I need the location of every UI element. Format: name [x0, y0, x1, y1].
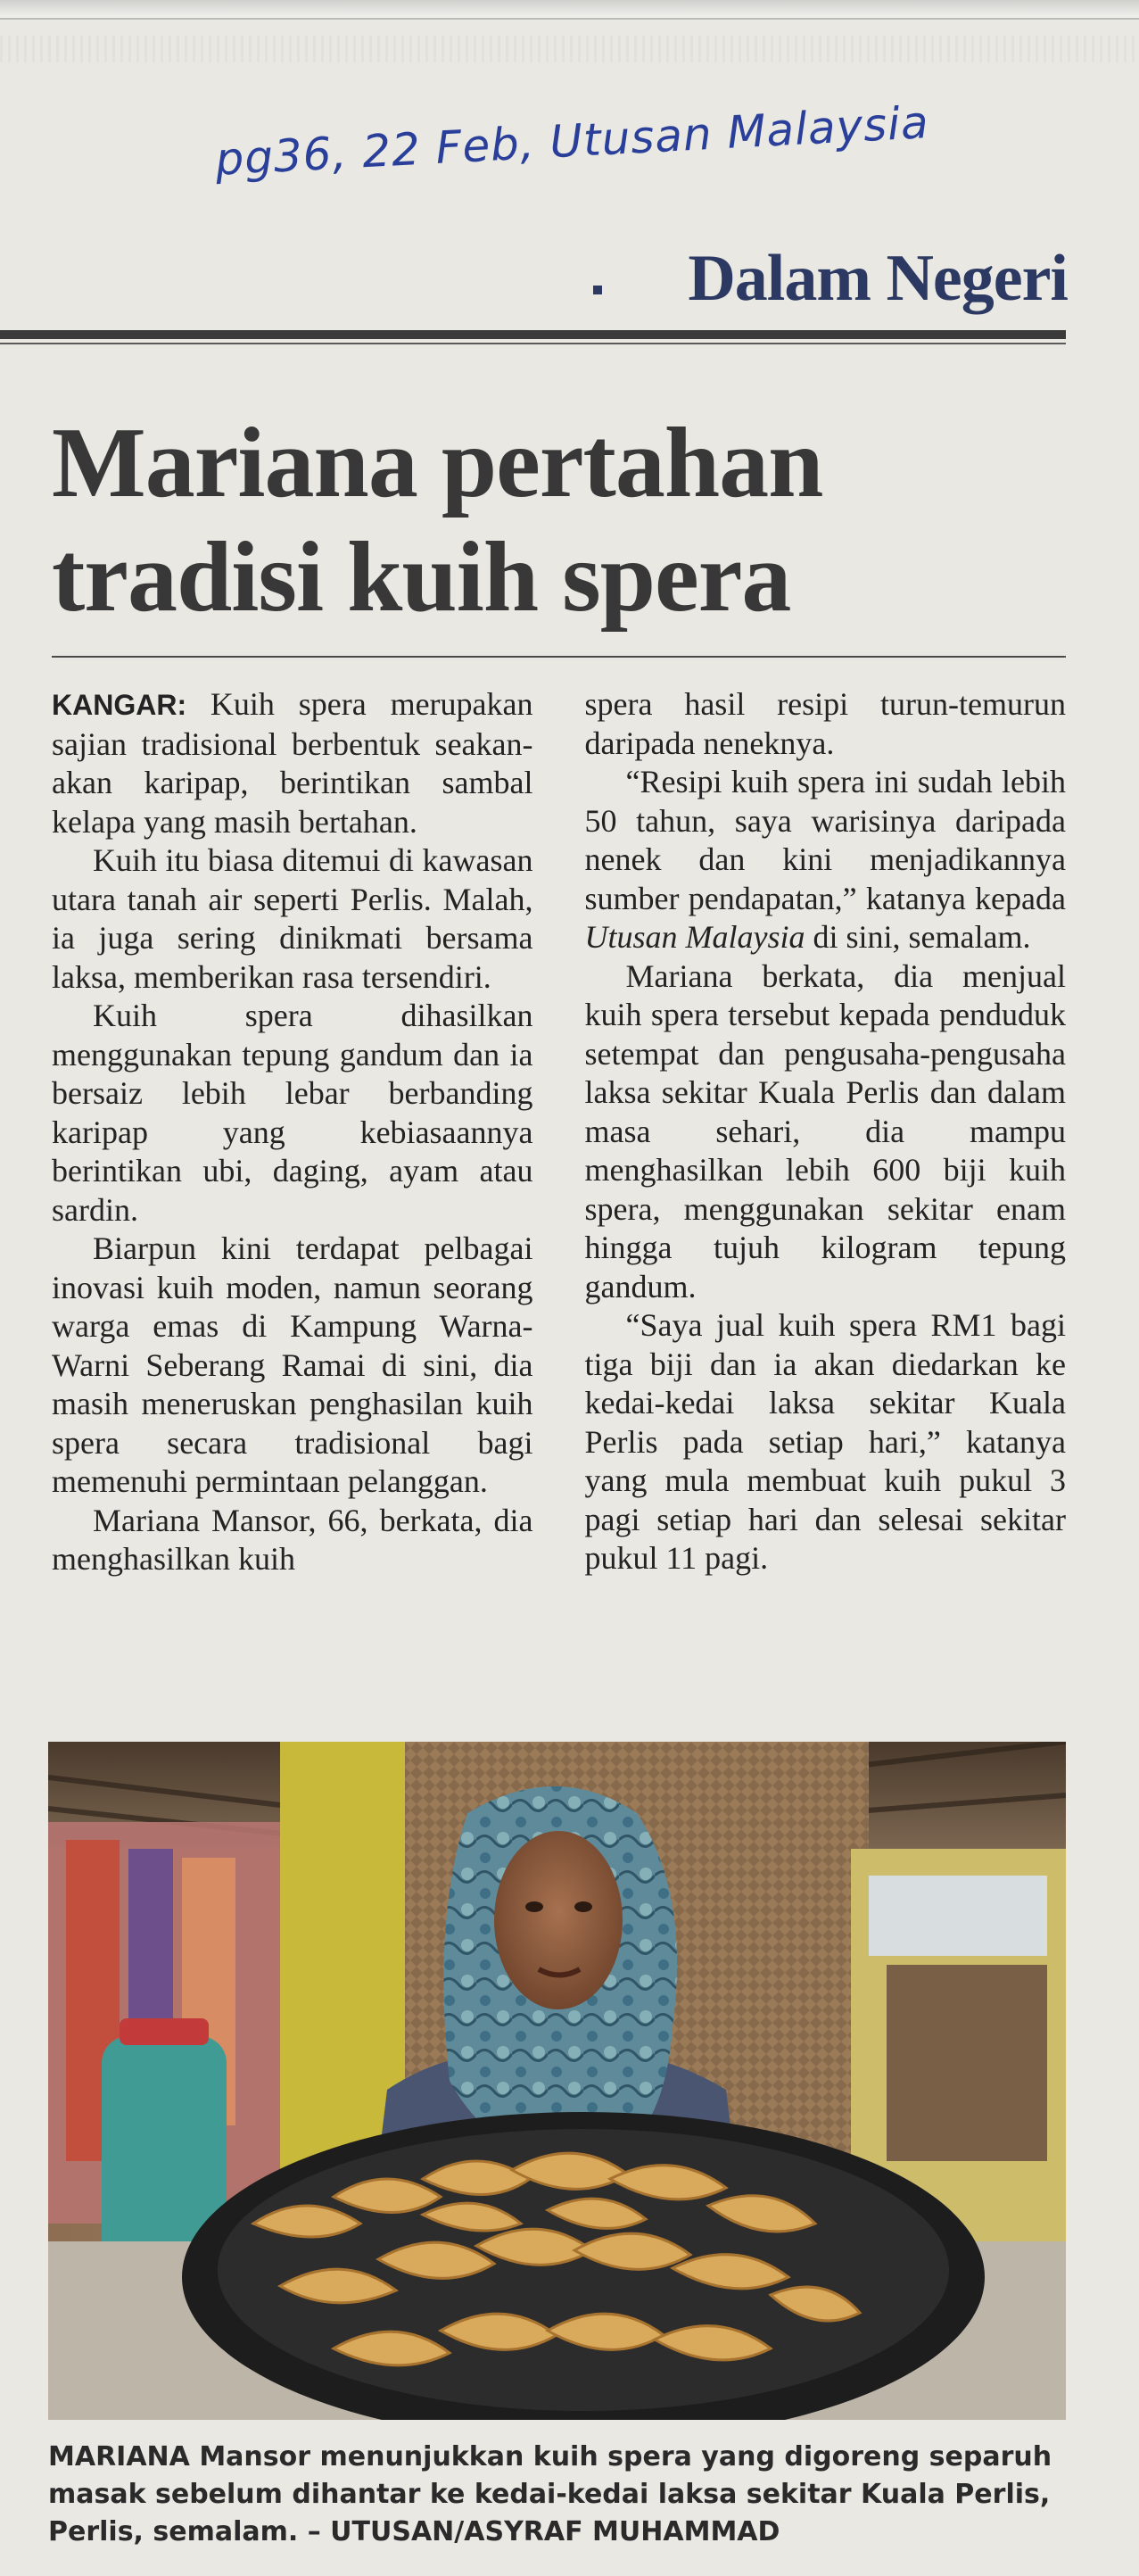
paragraph-text: Kuih spera merupakan sajian tradisional berbentuk seakan-akan karipap, berintikan sambal kelapa yang masih bertahan.: [52, 686, 533, 840]
paragraph-text: di sini, semalam.: [805, 919, 1031, 955]
paragraph-text: “Resipi kuih spera ini sudah lebih 50 tahun, saya warisinya daripada nenek dan kini menjadikannya sumber pendapatan,” katanya kepada: [584, 764, 1066, 916]
header-rule: [0, 330, 1066, 339]
article-paragraph: “Saya jual kuih spera RM1 bagi tiga biji dan ia akan diedarkan ke kedai-kedai laksa sekitar Kuala Perlis pada setiap hari,” katanya yang mula membuat kuih pukul 3 pagi setiap hari dan selesai sekitar pukul 11 pagi.: [584, 1307, 1066, 1576]
photo-illustration: [48, 1742, 1066, 2420]
publication-name: Utusan Malaysia: [584, 919, 805, 955]
section-label: Dalam Negeri: [688, 242, 1068, 315]
article-paragraph: Mariana Mansor, 66, berkata, dia menghasilkan kuih: [52, 1502, 533, 1577]
dateline: KANGAR:: [52, 689, 187, 721]
headline-line-2: tradisi kuih spera: [52, 522, 791, 633]
article-paragraph: spera hasil resipi turun-temurun daripada neneknya.: [584, 686, 1066, 761]
scan-noise-band: [0, 36, 1139, 62]
article-paragraph: Kuih spera dihasilkan menggunakan tepung gandum dan ia bersaiz lebih lebar berbanding karipap yang kebiasaannya berintikan ubi, daging, ayam atau sardin.: [52, 998, 533, 1228]
headline-rule: [52, 656, 1066, 658]
handwritten-note: pg36, 22 Feb, Utusan Malaysia: [214, 96, 931, 186]
header-rule-thin: [0, 343, 1066, 344]
article-body: [52, 685, 1066, 1579]
article-paragraph: Kuih itu biasa ditemui di kawasan utara tanah air seperti Perlis. Malah, ia juga sering dinikmati bersama laksa, memberikan rasa tersendiri.: [52, 842, 533, 995]
woman-face: [494, 1831, 623, 2009]
article-paragraph: Mariana berkata, dia menjual kuih spera tersebut kepada penduduk setempat dan pengusaha-pengusaha laksa sekitar Kuala Perlis dan dalam masa sehari, dia mampu menghasilkan lebih 600 biji kuih spera, menggunakan sekitar enam hingga tujuh kilogram tepung gandum.: [584, 957, 1066, 1305]
article-paragraph: Biarpun kini terdapat pelbagai inovasi kuih moden, namun seorang warga emas di Kampung Warna-Warni Seberang Ramai di sini, dia masih meneruskan penghasilan kuih spera secara tradisional bagi memenuhi permintaan pelanggan.: [52, 1230, 533, 1499]
page-top-edge: [0, 0, 1139, 20]
photo-caption: MARIANA Mansor menunjukkan kuih spera yang digoreng separuh masak sebelum dihantar ke kedai-kedai laksa sekitar Kuala Perlis, Perlis, semalam. – UTUSAN/ASYRAF MUHAMMAD: [48, 2441, 1052, 2547]
article-photo: [48, 1742, 1066, 2420]
article-column-2: [585, 685, 1067, 1579]
headline-line-1: Mariana pertahan: [52, 408, 823, 518]
headline: [52, 406, 1060, 634]
article-paragraph: [52, 685, 533, 841]
article-paragraph: [585, 763, 1067, 957]
article-column-1: [52, 685, 533, 1579]
section-marker: [593, 286, 602, 294]
